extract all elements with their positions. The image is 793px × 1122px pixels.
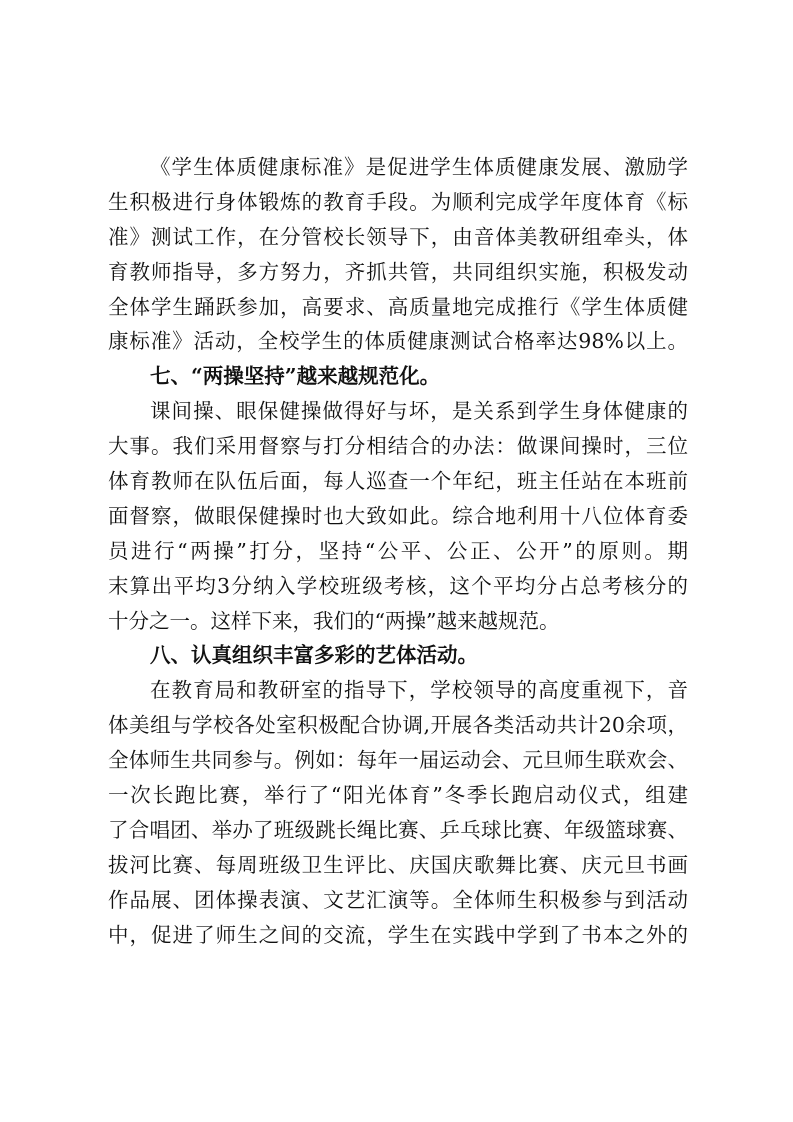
text-line: 课间操、眼保健操做得好与坏，是关系到学生身体健康的	[150, 399, 688, 424]
text-line: 拔河比赛、每周班级卫生评比、庆国庆歌舞比赛、庆元旦书画	[108, 852, 688, 877]
section-heading-eight	[108, 638, 688, 673]
text-line: 员进行“两操”打分，坚持“公平、公正、公开”的原则。期	[108, 538, 688, 563]
text-line: 全体学生踊跃参加，高要求、高质量地完成推行《学生体质健	[108, 294, 688, 319]
text-line: 中，促进了师生之间的交流，学生在实践中学到了书本之外的	[108, 922, 688, 947]
text-line: 生积极进行身体锻炼的教育手段。为顺利完成学年度体育《标	[108, 189, 688, 214]
text-line: 在教育局和教研室的指导下，学校领导的高度重视下，音	[150, 678, 688, 703]
text-line: 全体师生共同参与。例如：每年一届运动会、元旦师生联欢会、	[108, 748, 688, 773]
text-line: 作品展、团体操表演、文艺汇演等。全体师生积极参与到活动	[108, 887, 688, 912]
text-line: 体育教师在队伍后面，每人巡查一个年纪，班主任站在本班前	[108, 469, 688, 494]
paragraph-art-sports-activities	[108, 673, 688, 952]
section-heading-seven	[108, 359, 688, 394]
text-line: 《学生体质健康标准》是促进学生体质健康发展、激励学	[150, 155, 688, 179]
paragraph-student-health-standard	[108, 150, 688, 359]
text-line: 了合唱团、举办了班级跳长绳比赛、乒乓球比赛、年级篮球赛、	[108, 817, 688, 842]
text-line: 体美组与学校各处室积极配合协调,开展各类活动共计20余项，	[108, 713, 688, 738]
text-line: 面督察，做眼保健操时也大致如此。综合地利用十八位体育委	[108, 503, 688, 528]
paragraph-two-exercises	[108, 394, 688, 638]
heading-line: 八、认真组织丰富多彩的艺体活动。	[150, 643, 478, 668]
text-line: 育教师指导，多方努力，齐抓共管，共同组织实施，积极发动	[108, 259, 688, 284]
text-line: 末算出平均3分纳入学校班级考核，这个平均分占总考核分的	[108, 573, 688, 598]
text-line: 一次长跑比赛，举行了“阳光体育”冬季长跑启动仪式，组建	[108, 783, 688, 808]
heading-line: 七、“两操坚持”越来越规范化。	[150, 364, 441, 389]
text-line: 康标准》活动，全校学生的体质健康测试合格率达98%以上。	[108, 329, 688, 354]
text-line: 大事。我们采用督察与打分相结合的办法：做课间操时，三位	[108, 434, 688, 459]
text-line: 十分之一。这样下来，我们的“两操”越来越规范。	[108, 608, 560, 633]
text-line: 准》测试工作，在分管校长领导下，由音体美教研组牵头，体	[108, 224, 688, 249]
document-page	[108, 150, 688, 952]
